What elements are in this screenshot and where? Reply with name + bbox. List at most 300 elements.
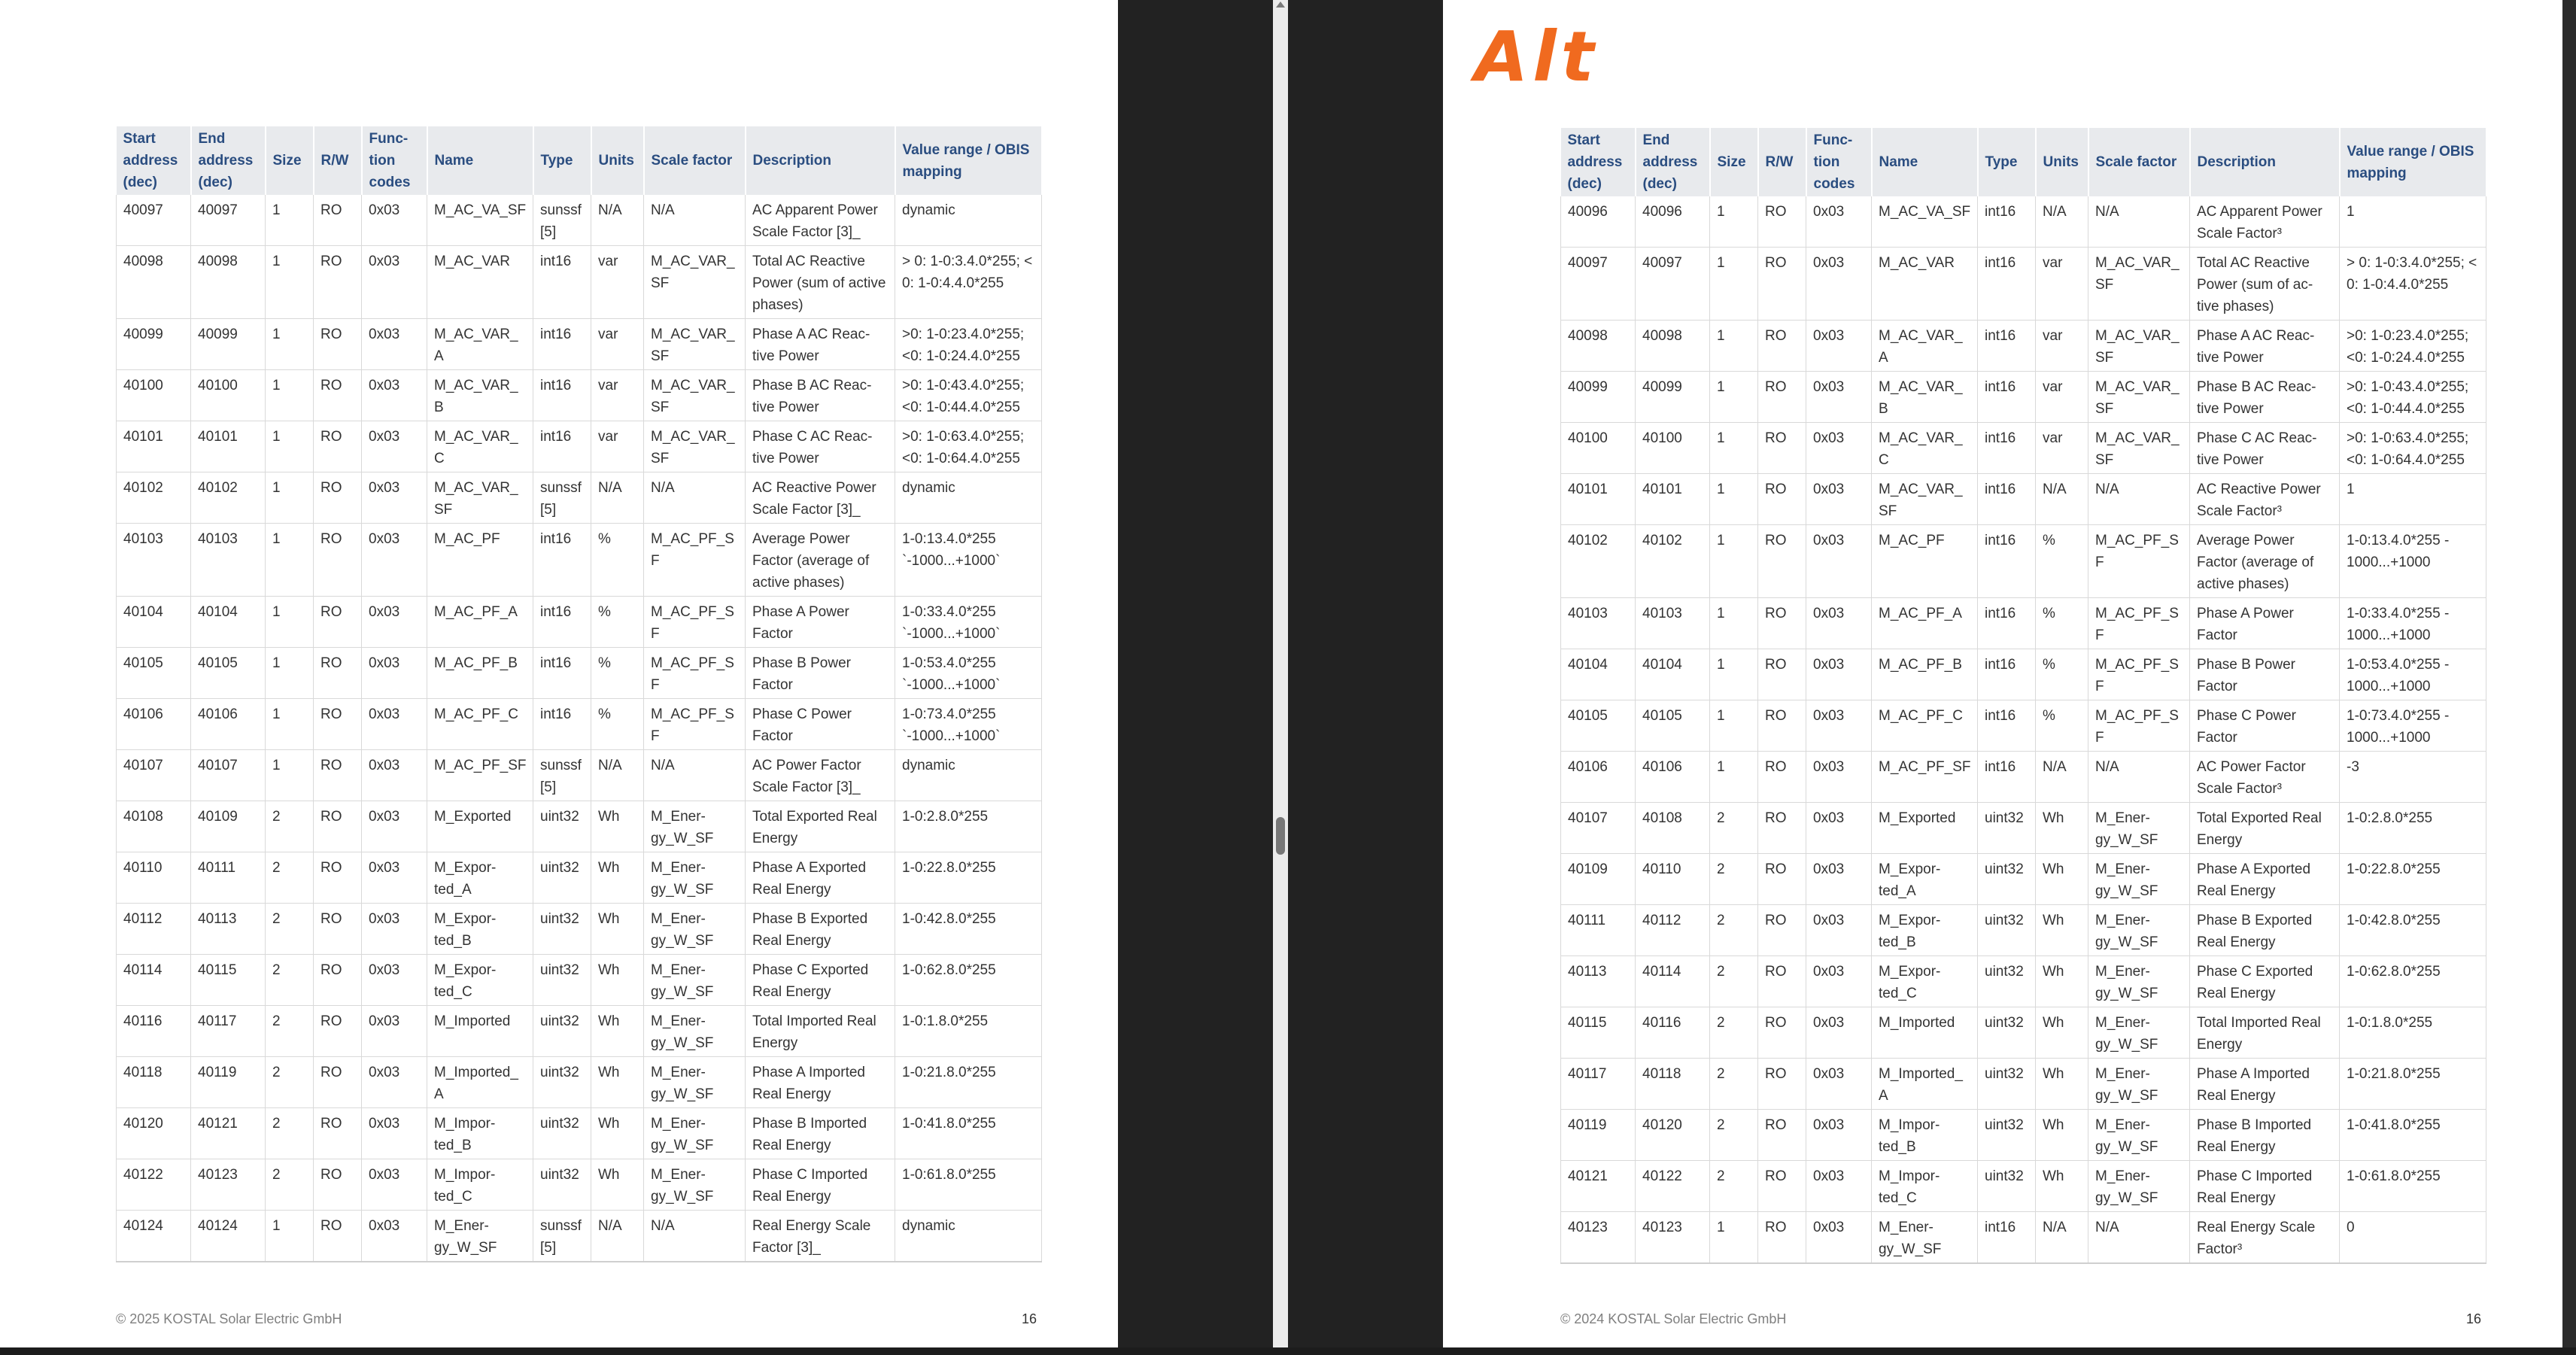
left-table-cell: 40110: [117, 852, 191, 904]
right-table-cell: M_AC_VAR_B: [1872, 372, 1978, 423]
left-table-cell: 40104: [117, 597, 191, 648]
left-table-cell: RO: [314, 195, 362, 246]
right-table-cell: 2: [1710, 803, 1758, 854]
right-table-cell: M_AC_VAR_ SF: [1872, 474, 1978, 525]
right-table-cell: 40118: [1636, 1059, 1710, 1110]
right-table-cell: M_Expor-ted_A: [1872, 854, 1978, 905]
left-table-cell: 40116: [117, 1006, 191, 1057]
right-table-header-row: [1561, 128, 2486, 196]
left-table-cell: uint32: [533, 1057, 591, 1108]
left-table-cell: Wh: [591, 1108, 644, 1159]
left-table-cell: M_Ener-gy_W_SF: [644, 904, 746, 955]
right-table-cell: 0x03: [1806, 752, 1872, 803]
right-table-cell: 1-0:73.4.0*255 - 1000...+1000: [2340, 700, 2486, 752]
right-table-cell: RO: [1758, 1059, 1806, 1110]
left-table-cell: 0x03: [362, 904, 427, 955]
right-table-cell: Average Power Factor (average of active phases): [2190, 525, 2340, 598]
right-table-cell: 1-0:33.4.0*255 - 1000...+1000: [2340, 598, 2486, 649]
right-table-cell: RO: [1758, 321, 1806, 372]
left-table-cell: 40102: [191, 472, 266, 524]
left-table-cell: 1-0:22.8.0*255: [895, 852, 1042, 904]
left-table-cell: M_AC_VAR_C: [427, 421, 533, 472]
right-table-cell: Wh: [2036, 956, 2088, 1007]
right-table-row: [1561, 525, 2486, 598]
right-table-cell: 1-0:1.8.0*255: [2340, 1007, 2486, 1059]
left-table-cell: N/A: [644, 195, 746, 246]
left-table-cell: M_AC_PF_SF: [644, 597, 746, 648]
window-bottom-edge: [0, 1347, 2576, 1355]
right-table-cell: AC Power Factor Scale Factor³: [2190, 752, 2340, 803]
right-table-cell: M_AC_PF_A: [1872, 598, 1978, 649]
right-table-cell: 2: [1710, 1007, 1758, 1059]
right-table-cell: 2: [1710, 1110, 1758, 1161]
right-column-header: Value range / OBIS mapping: [2340, 128, 2486, 196]
right-table-body: [1561, 196, 2486, 1263]
left-table-cell: int16: [533, 648, 591, 699]
left-table-cell: M_Expor-ted_A: [427, 852, 533, 904]
left-table-cell: 0x03: [362, 319, 427, 370]
right-table-cell: 0x03: [1806, 423, 1872, 474]
right-table-cell: 0x03: [1806, 956, 1872, 1007]
left-table-cell: M_Ener-gy_W_SF: [644, 955, 746, 1006]
left-table-cell: M_Expor-ted_C: [427, 955, 533, 1006]
left-table-cell: uint32: [533, 1006, 591, 1057]
left-column-header: Size: [266, 126, 314, 195]
left-table-cell: M_Exported: [427, 801, 533, 852]
left-table-cell: RO: [314, 472, 362, 524]
right-table-row: [1561, 1212, 2486, 1264]
left-table-cell: RO: [314, 955, 362, 1006]
vertical-scrollbar[interactable]: [1273, 0, 1288, 1355]
left-table-cell: 40117: [191, 1006, 266, 1057]
left-table-cell: 40099: [117, 319, 191, 370]
left-table-row: [117, 524, 1042, 597]
right-table-cell: 1-0:61.8.0*255: [2340, 1161, 2486, 1212]
right-table-cell: 40103: [1636, 598, 1710, 649]
left-table-cell: Wh: [591, 852, 644, 904]
right-table-cell: 1: [1710, 525, 1758, 598]
left-table-cell: 1: [266, 246, 314, 319]
left-table-cell: 1-0:73.4.0*255 `-1000...+1000`: [895, 699, 1042, 750]
left-table-cell: M_AC_VAR: [427, 246, 533, 319]
left-table-cell: 0x03: [362, 648, 427, 699]
right-table-cell: 0x03: [1806, 649, 1872, 700]
left-table-row: [117, 1006, 1042, 1057]
right-table-cell: 40100: [1561, 423, 1636, 474]
right-document-page: [1443, 0, 2562, 1347]
right-table-cell: Wh: [2036, 1161, 2088, 1212]
left-table-cell: RO: [314, 1006, 362, 1057]
right-table-cell: %: [2036, 598, 2088, 649]
left-table-cell: Phase C Exported Real Energy: [746, 955, 895, 1006]
left-table-row: [117, 319, 1042, 370]
left-table-cell: M_AC_VAR_ SF: [427, 472, 533, 524]
left-table-cell: Phase A Power Factor: [746, 597, 895, 648]
left-table-cell: M_AC_PF_SF: [644, 524, 746, 597]
left-table-cell: 2: [266, 1108, 314, 1159]
left-table-cell: M_AC_VAR_ SF: [644, 421, 746, 472]
right-table-cell: 1: [1710, 321, 1758, 372]
right-table-cell: RO: [1758, 1161, 1806, 1212]
right-table-cell: 40116: [1636, 1007, 1710, 1059]
right-table-cell: 1-0:2.8.0*255: [2340, 803, 2486, 854]
right-table-row: [1561, 321, 2486, 372]
left-table-cell: Total AC Reactive Power (sum of active phases): [746, 246, 895, 319]
right-table-cell: 0x03: [1806, 1212, 1872, 1264]
right-table-cell: AC Reactive Power Scale Factor³: [2190, 474, 2340, 525]
left-table-cell: 1-0:53.4.0*255 `-1000...+1000`: [895, 648, 1042, 699]
right-table-cell: M_Ener-gy_W_SF: [2088, 803, 2190, 854]
left-table-cell: RO: [314, 699, 362, 750]
left-column-header: R/W: [314, 126, 362, 195]
right-table-cell: M_Ener-gy_W_SF: [2088, 854, 2190, 905]
right-table-cell: 2: [1710, 956, 1758, 1007]
left-table-cell: 0x03: [362, 524, 427, 597]
left-table-cell: uint32: [533, 1108, 591, 1159]
right-table-cell: 40096: [1636, 196, 1710, 248]
left-table-cell: 2: [266, 955, 314, 1006]
left-table-cell: 1: [266, 195, 314, 246]
right-table-cell: 1: [2340, 474, 2486, 525]
right-table-cell: 0x03: [1806, 905, 1872, 956]
right-table-cell: 1-0:41.8.0*255: [2340, 1110, 2486, 1161]
right-table-cell: 40105: [1561, 700, 1636, 752]
left-table-cell: M_AC_PF_SF: [427, 750, 533, 801]
left-table-cell: 40101: [117, 421, 191, 472]
left-table-row: [117, 370, 1042, 421]
left-table-cell: sunssf [5]: [533, 1211, 591, 1262]
left-table-cell: N/A: [644, 472, 746, 524]
left-table-cell: 40103: [117, 524, 191, 597]
left-table-cell: M_AC_VAR_ SF: [644, 246, 746, 319]
left-table-body: [117, 195, 1042, 1262]
left-table-cell: M_AC_PF_C: [427, 699, 533, 750]
left-table-cell: M_Imported_A: [427, 1057, 533, 1108]
left-table-cell: Phase B Power Factor: [746, 648, 895, 699]
left-table-cell: RO: [314, 1211, 362, 1262]
left-table-cell: 1: [266, 472, 314, 524]
right-table-cell: 40108: [1636, 803, 1710, 854]
right-table-cell: RO: [1758, 956, 1806, 1007]
right-table-cell: -3: [2340, 752, 2486, 803]
right-table-cell: M_AC_PF_SF: [2088, 700, 2190, 752]
left-table-cell: M_Impor-ted_B: [427, 1108, 533, 1159]
left-table-cell: 40111: [191, 852, 266, 904]
left-table-cell: 1-0:62.8.0*255: [895, 955, 1042, 1006]
left-table-cell: int16: [533, 524, 591, 597]
right-table-cell: N/A: [2036, 474, 2088, 525]
left-table-cell: RO: [314, 524, 362, 597]
left-table-cell: Wh: [591, 1057, 644, 1108]
right-table-cell: int16: [1978, 1212, 2036, 1264]
left-table-cell: int16: [533, 699, 591, 750]
left-table-cell: sunssf [5]: [533, 195, 591, 246]
right-table-cell: M_Ener-gy_W_SF: [2088, 956, 2190, 1007]
right-table-cell: 1-0:53.4.0*255 - 1000...+1000: [2340, 649, 2486, 700]
right-table-cell: 2: [1710, 1059, 1758, 1110]
left-table-cell: AC Reactive Power Scale Factor [3]_: [746, 472, 895, 524]
left-table-row: [117, 699, 1042, 750]
right-table-row: [1561, 196, 2486, 248]
left-table-cell: RO: [314, 319, 362, 370]
right-table-cell: 40101: [1561, 474, 1636, 525]
right-table-cell: Phase C Power Factor: [2190, 700, 2340, 752]
left-table-cell: 0x03: [362, 801, 427, 852]
left-table-cell: 40101: [191, 421, 266, 472]
left-table-cell: %: [591, 597, 644, 648]
left-table-header-row: [117, 126, 1042, 195]
right-table-cell: 40106: [1561, 752, 1636, 803]
left-table-cell: Average Power Factor (average of active phases): [746, 524, 895, 597]
right-table-cell: 1: [1710, 752, 1758, 803]
right-table-cell: 40117: [1561, 1059, 1636, 1110]
right-table-cell: RO: [1758, 1110, 1806, 1161]
right-table-cell: >0: 1-0:43.4.0*255; <0: 1-0:44.4.0*255: [2340, 372, 2486, 423]
right-table-cell: RO: [1758, 1212, 1806, 1264]
right-table-cell: 40114: [1636, 956, 1710, 1007]
left-table-cell: Phase A AC Reac-tive Power: [746, 319, 895, 370]
left-column-header: End address (dec): [191, 126, 266, 195]
left-table-cell: 1-0:2.8.0*255: [895, 801, 1042, 852]
left-table-cell: 1: [266, 319, 314, 370]
right-footer-page-number: 16: [2466, 1311, 2482, 1326]
scroll-up-arrow-icon[interactable]: [1276, 2, 1285, 8]
right-table-cell: 0x03: [1806, 700, 1872, 752]
left-table-cell: M_Ener-gy_W_SF: [644, 1108, 746, 1159]
left-table-cell: 0x03: [362, 699, 427, 750]
right-table-row: [1561, 474, 2486, 525]
left-table-cell: 40108: [117, 801, 191, 852]
left-table-cell: 0x03: [362, 195, 427, 246]
left-table-cell: %: [591, 524, 644, 597]
left-table-cell: M_Imported: [427, 1006, 533, 1057]
left-table-cell: 40105: [117, 648, 191, 699]
left-table-cell: int16: [533, 319, 591, 370]
right-table-cell: RO: [1758, 803, 1806, 854]
left-table-cell: RO: [314, 852, 362, 904]
right-table-cell: 1: [1710, 598, 1758, 649]
left-table-cell: 40119: [191, 1057, 266, 1108]
left-table-row: [117, 648, 1042, 699]
right-table-cell: uint32: [1978, 1110, 2036, 1161]
right-table-row: [1561, 1161, 2486, 1212]
left-table-cell: 0x03: [362, 370, 427, 421]
right-table-cell: uint32: [1978, 1059, 2036, 1110]
right-table-cell: var: [2036, 248, 2088, 321]
left-table-cell: 40097: [117, 195, 191, 246]
left-table-cell: 1: [266, 1211, 314, 1262]
left-table-cell: int16: [533, 421, 591, 472]
left-table-row: [117, 597, 1042, 648]
left-table-cell: 0x03: [362, 1006, 427, 1057]
right-table-cell: 40121: [1561, 1161, 1636, 1212]
right-table-cell: Phase A Imported Real Energy: [2190, 1059, 2340, 1110]
left-table-cell: 0x03: [362, 421, 427, 472]
left-table-cell: 1: [266, 699, 314, 750]
right-column-header: R/W: [1758, 128, 1806, 196]
right-table-cell: 40101: [1636, 474, 1710, 525]
right-register-table-wrapper: [1560, 128, 2486, 1264]
right-table-cell: var: [2036, 321, 2088, 372]
left-table-cell: Phase A Exported Real Energy: [746, 852, 895, 904]
right-table-cell: 40123: [1561, 1212, 1636, 1264]
right-table-cell: 40102: [1561, 525, 1636, 598]
left-register-table-wrapper: [116, 126, 1041, 1262]
left-table-cell: RO: [314, 1057, 362, 1108]
left-table-cell: N/A: [644, 1211, 746, 1262]
left-table-cell: M_Expor-ted_B: [427, 904, 533, 955]
left-document-page: [0, 0, 1118, 1347]
left-table-cell: dynamic: [895, 1211, 1042, 1262]
left-table-cell: sunssf [5]: [533, 750, 591, 801]
left-table-cell: M_AC_PF: [427, 524, 533, 597]
left-table-row: [117, 472, 1042, 524]
left-table-cell: %: [591, 648, 644, 699]
right-table-cell: 40119: [1561, 1110, 1636, 1161]
left-table-cell: 40098: [117, 246, 191, 319]
right-table-cell: uint32: [1978, 956, 2036, 1007]
right-table-cell: %: [2036, 525, 2088, 598]
left-table-cell: Wh: [591, 801, 644, 852]
left-table-cell: 1-0:41.8.0*255: [895, 1108, 1042, 1159]
left-table-row: [117, 246, 1042, 319]
right-table-cell: M_AC_PF_SF: [2088, 525, 2190, 598]
left-table-cell: M_AC_VAR_A: [427, 319, 533, 370]
right-table-row: [1561, 248, 2486, 321]
left-table-cell: dynamic: [895, 472, 1042, 524]
right-table-cell: %: [2036, 649, 2088, 700]
right-table-cell: M_AC_VAR_ SF: [2088, 248, 2190, 321]
right-column-header: Units: [2036, 128, 2088, 196]
left-table-cell: M_AC_VA_SF: [427, 195, 533, 246]
left-table-cell: Phase C Power Factor: [746, 699, 895, 750]
right-table-cell: M_AC_PF_SF: [2088, 598, 2190, 649]
right-table-cell: 40099: [1561, 372, 1636, 423]
left-table-cell: >0: 1-0:23.4.0*255; <0: 1-0:24.4.0*255: [895, 319, 1042, 370]
left-table-cell: 40099: [191, 319, 266, 370]
left-table-row: [117, 1108, 1042, 1159]
right-table-cell: 1: [2340, 196, 2486, 248]
left-table-cell: 40097: [191, 195, 266, 246]
right-table-cell: 0x03: [1806, 598, 1872, 649]
right-table-cell: 0x03: [1806, 1007, 1872, 1059]
left-table-cell: M_Ener-gy_W_SF: [644, 1006, 746, 1057]
left-table-cell: 40109: [191, 801, 266, 852]
right-table-cell: 40120: [1636, 1110, 1710, 1161]
right-table-cell: 1: [1710, 649, 1758, 700]
right-table-cell: 40098: [1561, 321, 1636, 372]
left-table-cell: > 0: 1-0:3.4.0*255; < 0: 1-0:4.4.0*255: [895, 246, 1042, 319]
left-table-cell: 0x03: [362, 852, 427, 904]
left-footer-page-number: 16: [1022, 1311, 1037, 1326]
left-table-cell: AC Apparent Power Scale Factor [3]_: [746, 195, 895, 246]
right-column-header: Type: [1978, 128, 2036, 196]
right-table-cell: %: [2036, 700, 2088, 752]
left-column-header: Value range / OBIS mapping: [895, 126, 1042, 195]
left-table-cell: 0x03: [362, 1211, 427, 1262]
left-table-cell: Wh: [591, 1006, 644, 1057]
scrollbar-thumb[interactable]: [1276, 817, 1285, 855]
left-table-cell: M_AC_VAR_B: [427, 370, 533, 421]
left-column-header: Type: [533, 126, 591, 195]
left-table-cell: AC Power Factor Scale Factor [3]_: [746, 750, 895, 801]
left-table-cell: N/A: [591, 750, 644, 801]
right-table-row: [1561, 752, 2486, 803]
left-table-cell: RO: [314, 904, 362, 955]
left-column-header: Scale factor: [644, 126, 746, 195]
right-table-cell: 40109: [1561, 854, 1636, 905]
left-table-cell: M_Ener-gy_W_SF: [644, 852, 746, 904]
left-table-cell: int16: [533, 370, 591, 421]
left-table-cell: uint32: [533, 852, 591, 904]
left-table-cell: 1-0:61.8.0*255: [895, 1159, 1042, 1211]
left-table-cell: Real Energy Scale Factor [3]_: [746, 1211, 895, 1262]
right-table-cell: N/A: [2036, 1212, 2088, 1264]
right-table-cell: 40098: [1636, 321, 1710, 372]
right-table-cell: RO: [1758, 598, 1806, 649]
right-table-cell: int16: [1978, 474, 2036, 525]
right-table-cell: RO: [1758, 752, 1806, 803]
right-table-cell: >0: 1-0:23.4.0*255; <0: 1-0:24.4.0*255: [2340, 321, 2486, 372]
left-table-cell: N/A: [591, 472, 644, 524]
left-table-cell: dynamic: [895, 195, 1042, 246]
right-table-cell: M_AC_VAR_A: [1872, 321, 1978, 372]
right-table-cell: 1: [1710, 474, 1758, 525]
right-table-cell: Wh: [2036, 854, 2088, 905]
right-table-cell: Wh: [2036, 803, 2088, 854]
right-table-row: [1561, 905, 2486, 956]
right-table-cell: 0x03: [1806, 525, 1872, 598]
right-table-cell: RO: [1758, 372, 1806, 423]
right-table-cell: 40123: [1636, 1212, 1710, 1264]
right-table-cell: 40111: [1561, 905, 1636, 956]
left-table-cell: >0: 1-0:63.4.0*255; <0: 1-0:64.4.0*255: [895, 421, 1042, 472]
page-gap-right: [1288, 0, 1443, 1355]
right-table-cell: M_Ener-gy_W_SF: [2088, 1110, 2190, 1161]
right-table-cell: 40122: [1636, 1161, 1710, 1212]
right-table-cell: M_Imported_A: [1872, 1059, 1978, 1110]
right-table-cell: int16: [1978, 598, 2036, 649]
left-footer-copyright: © 2025 KOSTAL Solar Electric GmbH: [116, 1311, 342, 1326]
left-table-cell: %: [591, 699, 644, 750]
right-table-cell: M_Ener-gy_W_SF: [2088, 1161, 2190, 1212]
right-table-cell: 40099: [1636, 372, 1710, 423]
left-table-cell: Wh: [591, 904, 644, 955]
left-table-cell: int16: [533, 597, 591, 648]
right-table-cell: 1: [1710, 248, 1758, 321]
right-table-cell: int16: [1978, 372, 2036, 423]
right-table-row: [1561, 1110, 2486, 1161]
right-table-cell: RO: [1758, 196, 1806, 248]
left-table-cell: Phase B Imported Real Energy: [746, 1108, 895, 1159]
left-table-cell: M_AC_PF_SF: [644, 699, 746, 750]
left-table-cell: var: [591, 421, 644, 472]
right-table-cell: 40102: [1636, 525, 1710, 598]
left-table-cell: RO: [314, 370, 362, 421]
left-table-cell: uint32: [533, 955, 591, 1006]
right-table-cell: 40105: [1636, 700, 1710, 752]
right-footer-copyright: © 2024 KOSTAL Solar Electric GmbH: [1560, 1311, 1787, 1326]
left-table-cell: Wh: [591, 1159, 644, 1211]
right-column-header: Name: [1872, 128, 1978, 196]
right-table-cell: >0: 1-0:63.4.0*255; <0: 1-0:64.4.0*255: [2340, 423, 2486, 474]
right-table-cell: M_AC_VAR_C: [1872, 423, 1978, 474]
right-table-cell: int16: [1978, 525, 2036, 598]
left-table-cell: RO: [314, 597, 362, 648]
right-table-cell: 1-0:21.8.0*255: [2340, 1059, 2486, 1110]
left-table-cell: 2: [266, 1159, 314, 1211]
right-table-cell: N/A: [2088, 1212, 2190, 1264]
